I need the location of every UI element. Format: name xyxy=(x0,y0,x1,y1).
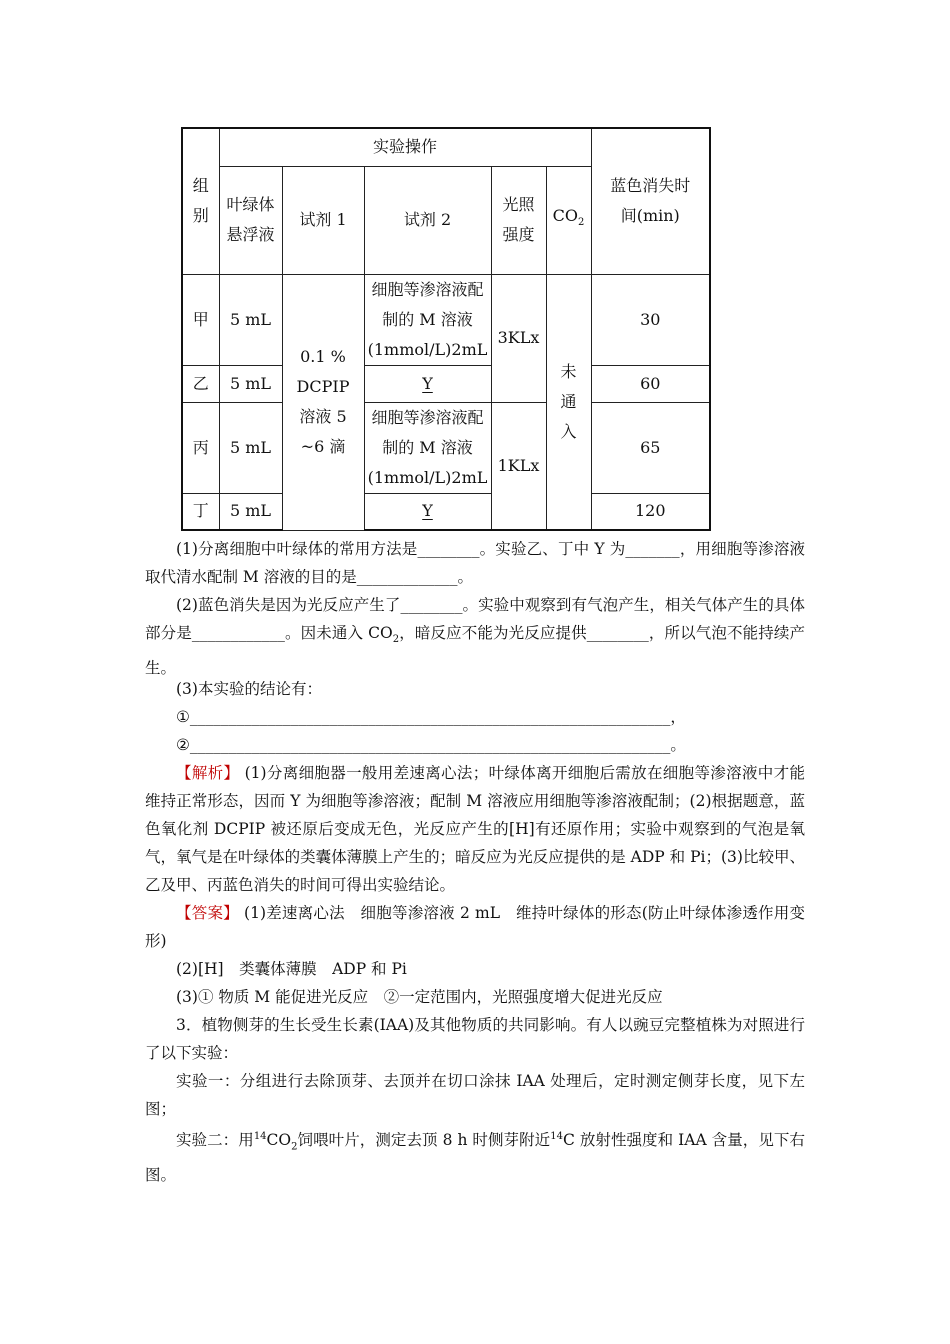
analysis-label: 【解析】 xyxy=(176,764,240,782)
question-3-title: (3)本实验的结论有： xyxy=(176,680,322,698)
row-group-bing: 丙 xyxy=(182,402,219,493)
row-reagent2-jia: 细胞等渗溶液配制的 M 溶液(1mmol/L)2mL xyxy=(364,274,491,365)
row-time-yi: 60 xyxy=(591,365,710,402)
row-reagent2-ding: Y xyxy=(364,493,491,530)
row-reagent2-bing: 细胞等渗溶液配制的 M 溶液(1mmol/L)2mL xyxy=(364,402,491,493)
row-time-bing: 65 xyxy=(591,402,710,493)
answer-label: 【答案】 xyxy=(176,904,239,922)
row-volume-ding: 5 mL xyxy=(219,493,282,530)
header-co2: $CO_2$ xyxy=(546,166,591,274)
answer-line-1: 【答案】 (1)差速离心法 细胞等渗溶液 2 mL 维持叶绿体的形态(防止叶绿体渗透作用变形) xyxy=(145,904,805,950)
co2-cell: 未通入 xyxy=(546,274,591,530)
header-group: 组别 xyxy=(182,128,219,274)
question-3-intro: 3．植物侧芽的生长受生长素(IAA)及其他物质的共同影响。有人以豌豆完整植株为对照进行了以下实验： xyxy=(145,1016,805,1062)
experiment-2: 实验二：用$^{14}CO_2$饲喂叶片，测定去顶 8 h 时侧芽附近$^{14}$C 放射性强度和 IAA 含量，见下右图。 xyxy=(145,1131,805,1185)
row-volume-bing: 5 mL xyxy=(219,402,282,493)
row-group-yi: 乙 xyxy=(182,365,219,402)
question-3-line-2: ②______________________________________________________________。 xyxy=(176,736,686,754)
reagent1-cell: 0.1 % DCPIP 溶液 5 ~6 滴 xyxy=(282,274,364,530)
question-2: (2)蓝色消失是因为光反应产生了________。实验中观察到有气泡产生，相关气体产生的具体部分是____________。因未通入 $CO_2$，暗反应不能为光反应提供________，所以气泡不能持续产生。 xyxy=(145,596,805,678)
header-operation: 实验操作 xyxy=(219,128,591,166)
row-reagent2-yi: Y xyxy=(364,365,491,402)
experiment-1: 实验一：分组进行去除顶芽、去顶并在切口涂抹 IAA 处理后，定时测定侧芽长度，见下左图； xyxy=(145,1072,805,1118)
row-volume-yi: 5 mL xyxy=(219,365,282,402)
header-light: 光照强度 xyxy=(491,166,546,274)
row-group-jia: 甲 xyxy=(182,274,219,365)
analysis-paragraph: 【解析】 (1)分离细胞器一般用差速离心法；叶绿体离开细胞后需放在细胞等渗溶液中才能维持正常形态，因而 Y 为细胞等渗溶液；配制 M 溶液应用细胞等渗溶液配制；(2)根据题意，蓝色氧化剂 DCPIP 被还原后变成无色，光反应产生的[H]有还原作用；实验中观察到的气泡是氧气，氧气是在叶绿体的类囊体薄膜上产生的；暗反应为光反应提供的是 ADP 和 Pi；(3)比较甲、乙及甲、丙蓝色消失的时间可得出实验结论。 xyxy=(145,764,805,894)
answer-line-2: (2)[H] 类囊体薄膜 ADP 和 Pi xyxy=(176,960,407,978)
header-time: 蓝色消失时间(min) xyxy=(591,128,710,274)
row-time-ding: 120 xyxy=(591,493,710,530)
header-chloroplast: 叶绿体悬浮液 xyxy=(219,166,282,274)
answer-line-3: (3)① 物质 M 能促进光反应 ②一定范围内，光照强度增大促进光反应 xyxy=(176,988,663,1006)
question-1: (1)分离细胞中叶绿体的常用方法是________。实验乙、丁中 Y 为_______，用细胞等渗溶液取代清水配制 M 溶液的目的是_____________。 xyxy=(145,540,805,586)
header-reagent1: 试剂 1 xyxy=(282,166,364,274)
header-reagent2: 试剂 2 xyxy=(364,166,491,274)
question-3-line-1: ①______________________________________________________________， xyxy=(176,708,686,726)
experiment-table xyxy=(181,127,711,531)
light-low-cell: 1KLx xyxy=(491,402,546,530)
row-volume-jia: 5 mL xyxy=(219,274,282,365)
light-high-cell: 3KLx xyxy=(491,274,546,402)
row-time-jia: 30 xyxy=(591,274,710,365)
row-group-ding: 丁 xyxy=(182,493,219,530)
